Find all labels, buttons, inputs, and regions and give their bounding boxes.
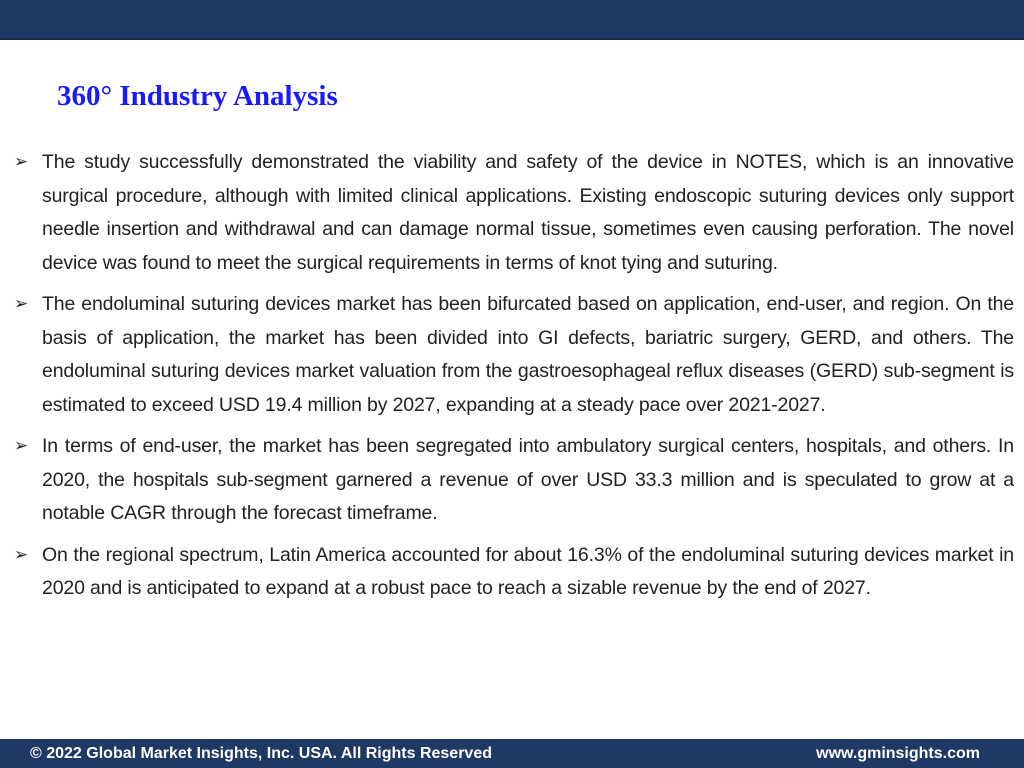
footer-website-link[interactable]: www.gminsights.com [816, 744, 980, 762]
bullet-list [14, 146, 1014, 614]
footer-copyright: © 2022 Global Market Insights, Inc. USA. All Rights Reserved [30, 744, 492, 762]
bullet-text: On the regional spectrum, Latin America accounted for about 16.3% of the endoluminal suturing devices market in 2020 and is anticipated to expand at a robust pace to reach a sizable revenue by the end of 2027. [42, 543, 1014, 599]
bullet-text: The endoluminal suturing devices market has been bifurcated based on application, end-user, and region. On the basis of application, the market has been divided into GI defects, bariatric surgery, GERD, and others. The endoluminal suturing devices market valuation from the gastroesophageal reflux diseases (GERD) sub-segment is estimated to exceed USD 19.4 million by 2027, expanding at a steady pace over 2021-2027. [42, 293, 1014, 416]
page-title: 360° Industry Analysis [57, 80, 338, 112]
arrow-bullet-icon: ➢ [14, 294, 29, 314]
bullet-text: In terms of end-user, the market has been segregated into ambulatory surgical centers, hospitals, and others. In 2020, the hospitals sub-segment garnered a revenue of over USD 33.3 million and is speculated to grow at a notable CAGR through the forecast timeframe. [42, 435, 1014, 524]
bullet-item [14, 146, 1014, 280]
bullet-item [14, 539, 1014, 606]
arrow-bullet-icon: ➢ [14, 152, 29, 172]
footer-bar [0, 739, 1024, 768]
bullet-text: The study successfully demonstrated the viability and safety of the device in NOTES, which is an innovative surgical procedure, although with limited clinical applications. Existing endoscopic suturing devices only support needle insertion and withdrawal and can damage normal tissue, sometimes even causing perforation. The novel device was found to meet the surgical requirements in terms of knot tying and suturing. [42, 151, 1014, 274]
bullet-item [14, 288, 1014, 422]
bullet-item [14, 430, 1014, 531]
top-banner [0, 0, 1024, 40]
arrow-bullet-icon: ➢ [14, 544, 29, 565]
arrow-bullet-icon: ➢ [14, 436, 29, 456]
